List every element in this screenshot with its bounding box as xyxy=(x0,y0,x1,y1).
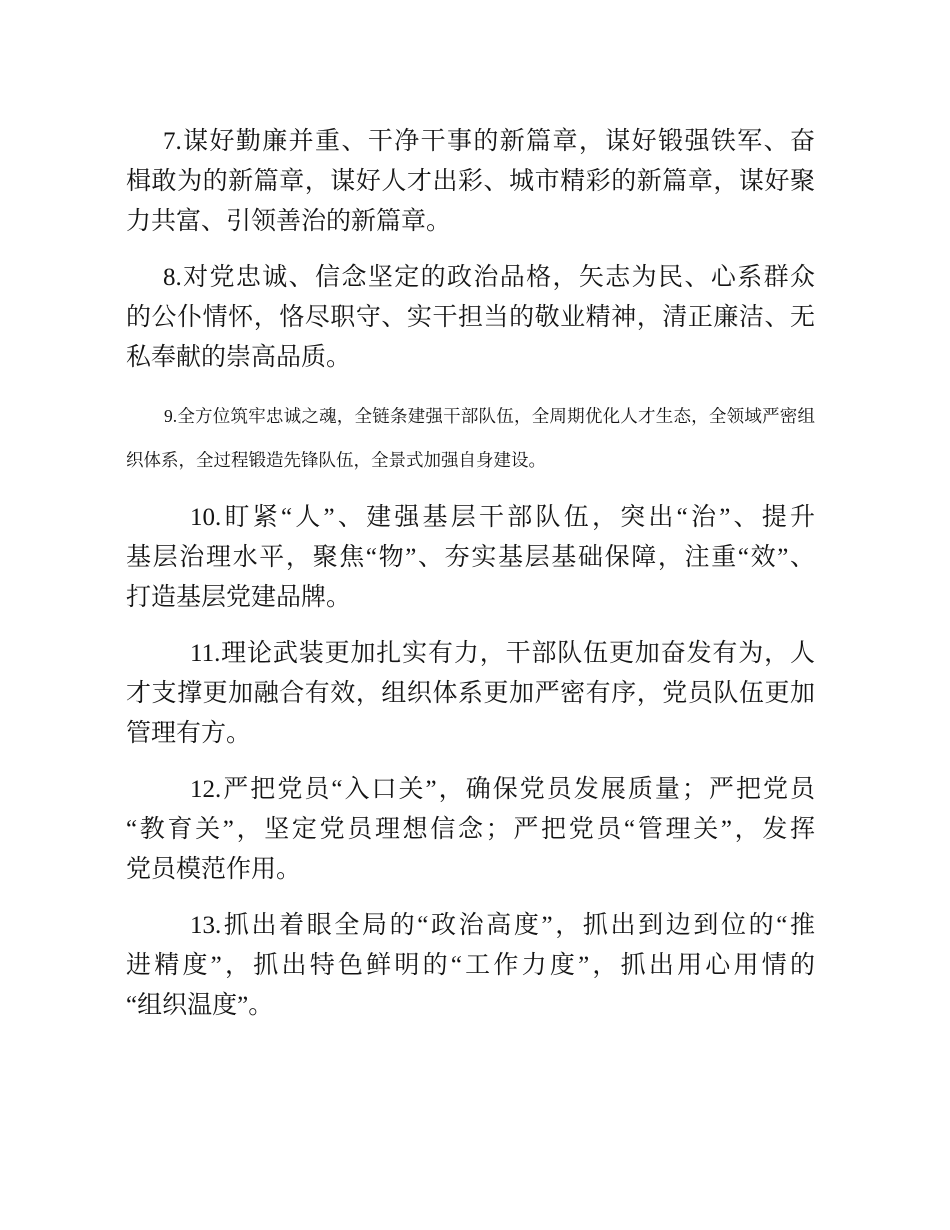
paragraph-9 xyxy=(126,394,815,482)
paragraph-11 xyxy=(126,634,815,754)
text-line: 楫敢为的新篇章，谋好人才出彩、城市精彩的新篇章，谋好聚 xyxy=(126,168,815,195)
text-line: “教育关”，坚定党员理想信念；严把党员“管理关”，发挥 xyxy=(126,816,815,843)
text-line: 10.盯紧“人”、建强基层干部队伍，突出“治”、提升 xyxy=(190,504,815,531)
text-line: 力共富、引领善治的新篇章。 xyxy=(126,208,452,235)
text-line: 13.抓出着眼全局的“政治高度”，抓出到边到位的“推 xyxy=(190,912,815,939)
text-line: 私奉献的崇高品质。 xyxy=(126,344,352,371)
text-line: 11.理论武装更加扎实有力，干部队伍更加奋发有为，人 xyxy=(190,640,815,667)
paragraph-7 xyxy=(126,122,815,242)
text-line: 管理有方。 xyxy=(126,720,252,747)
text-line: 8.对党忠诚、信念坚定的政治品格，矢志为民、心系群众 xyxy=(163,264,815,291)
text-line: 才支撑更加融合有效，组织体系更加严密有序，党员队伍更加 xyxy=(126,680,815,707)
text-line: 7.谋好勤廉并重、干净干事的新篇章，谋好锻强铁军、奋 xyxy=(163,128,815,155)
paragraph-10 xyxy=(126,498,815,618)
text-line: 12.严把党员“入口关”，确保党员发展质量；严把党员 xyxy=(190,776,815,803)
text-line: 的公仆情怀，恪尽职守、实干担当的敬业精神，清正廉洁、无 xyxy=(126,304,815,331)
text-line: 进精度”，抓出特色鲜明的“工作力度”，抓出用心用情的 xyxy=(126,952,815,979)
paragraph-12 xyxy=(126,770,815,890)
text-line: 打造基层党建品牌。 xyxy=(126,584,352,611)
text-line: “组织温度”。 xyxy=(126,992,274,1019)
text-line: 织体系，全过程锻造先锋队伍，全景式加强自身建设。 xyxy=(126,450,546,470)
text-line: 党员模范作用。 xyxy=(126,856,302,883)
paragraph-8 xyxy=(126,258,815,378)
text-line: 9.全方位筑牢忠诚之魂，全链条建强干部队伍，全周期优化人才生态，全领域严密组 xyxy=(164,406,815,426)
paragraph-13 xyxy=(126,906,815,1026)
text-line: 基层治理水平，聚焦“物”、夯实基层基础保障，注重“效”、 xyxy=(126,544,815,571)
